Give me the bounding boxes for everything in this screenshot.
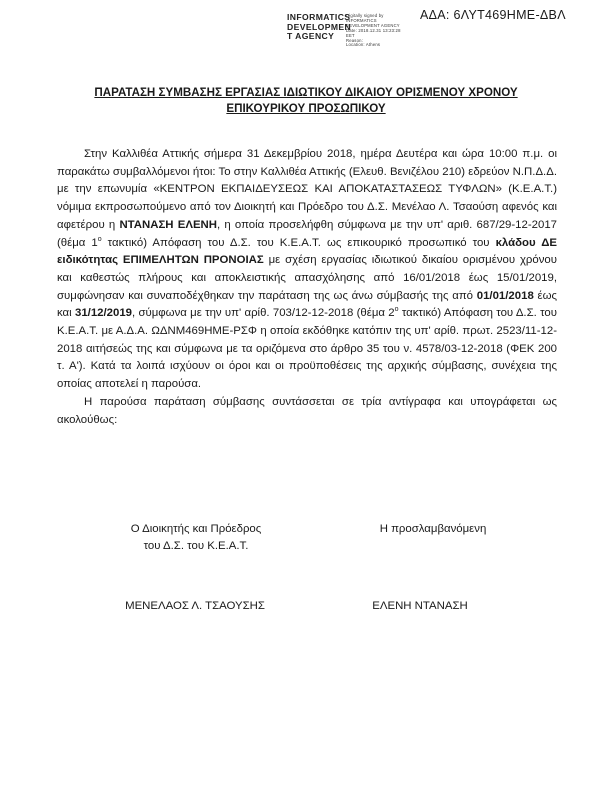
signature-right-name: ΕΛΕΝΗ ΝΤΑΝΑΣΗ bbox=[372, 600, 468, 612]
stamp-agency-name: INFORMATICS DEVELOPMEN T AGENCY bbox=[287, 12, 352, 42]
stamp-signature-details: Digitally signed by INFORMATICS DEVELOPMENT AGENCY Date: 2018.12.31 13:23:28 EET Reason: Location: Athens bbox=[346, 13, 401, 48]
signature-left-role-line2: του Δ.Σ. του Κ.Ε.Α.Τ. bbox=[143, 540, 249, 553]
ada-code: ΑΔΑ: 6ΛΥΤ469ΗΜΕ-ΔΒΛ bbox=[420, 8, 566, 22]
digital-signature-stamp bbox=[287, 13, 401, 48]
body-paragraph-1: Στην Καλλιθέα Αττικής σήμερα 31 Δεκεμβρίου 2018, ημέρα Δευτέρα και ώρα 10:00 π.μ. οι παρακάτω συμβαλλόμενοι ήτοι: Το στην Καλλιθέα Αττικής (Ελευθ. Βενιζέλου 210) εδρεύον Ν.Π.Δ.Δ. με την επωνυμία «ΚΕΝΤΡΟΝ ΕΚΠΑΙΔΕΥΣΕΩΣ ΚΑΙ ΑΠΟΚΑΤΑΣΤΑΣΕΩΣ ΤΥΦΛΩΝ» (Κ.Ε.Α.Τ.) νόμιμα εκπροσωπούμενο από τον Διοικητή και Πρόεδρο του Δ.Σ. Μενέλαο Λ. Τσαούση αφενός και αφετέρου η ΝΤΑΝΑΣΗ ΕΛΕΝΗ, η οποία προσελήφθη σύμφωνα με την υπ' αριθ. 687/29-12-2017 (θέμα $1^o$ τακτικό) Απόφαση του Δ.Σ. του Κ.Ε.Α.Τ. ως επικουρικό προσωπικό του κλάδου ΔΕ ειδικότητας ΕΠΙΜΕΛΗΤΩΝ ΠΡΟΝΟΙΑΣ με σχέση εργασίας ιδιωτικού δικαίου ορισμένου χρόνου και καθεστώς πλήρους και αποκλειστικής απασχόλησης από 16/01/2018 έως 15/01/2019, συμφώνησαν και συναποδέχθηκαν την παράταση της ως άνω σύμβασής της από 01/01/2018 έως και 31/12/2019, σύμφωνα με την υπ' αρίθ. 703/12-12-2018 (θέμα $2^o$ τακτικό) Απόφαση του Δ.Σ. του Κ.Ε.Α.Τ. με Α.Δ.Α. ΩΔΝΜ469ΗΜΕ-ΡΣΦ η οποία εκδόθηκε κατόπιν της υπ' αρίθ. πρωτ. 2523/11-12-2018 αιτήσεώς της και σύμφωνα με τα οριζόμενα στο άρθρο 35 του ν. 4578/03-12-2018 (ΦΕΚ 200 τ. Α'). Κατά τα λοιπά ισχύουν οι όροι και οι προϋποθέσεις της αρχικής σύμβασης, συνέχεια της οποίας αποτελεί η παρούσα. bbox=[57, 148, 558, 391]
document-title-line1: ΠΑΡΑΤΑΣΗ ΣΥΜΒΑΣΗΣ ΕΡΓΑΣΙΑΣ ΙΔΙΩΤΙΚΟΥ ΔΙΚΑΙΟΥ ΟΡΙΣΜΕΝΟΥ ΧΡΟΝΟΥ bbox=[94, 86, 518, 99]
body-paragraph-2: Η παρούσα παράταση σύμβασης συντάσσεται σε τρία αντίγραφα και υπογράφεται ως ακολούθως: bbox=[57, 395, 557, 426]
signature-left-role-line1: Ο Διοικητής και Πρόεδρος bbox=[130, 523, 262, 535]
document-title bbox=[0, 85, 612, 116]
signature-right-role: Η προσλαμβανόμενη bbox=[379, 523, 487, 535]
document-title-line2: ΕΠΙΚΟΥΡΙΚΟΥ ΠΡΟΣΩΠΙΚΟΥ bbox=[226, 101, 386, 115]
signature-left-role bbox=[96, 521, 296, 556]
signature-left-name: ΜΕΝΕΛΑΟΣ Λ. ΤΣΑΟΥΣΗΣ bbox=[125, 600, 265, 612]
document-body bbox=[57, 146, 557, 429]
